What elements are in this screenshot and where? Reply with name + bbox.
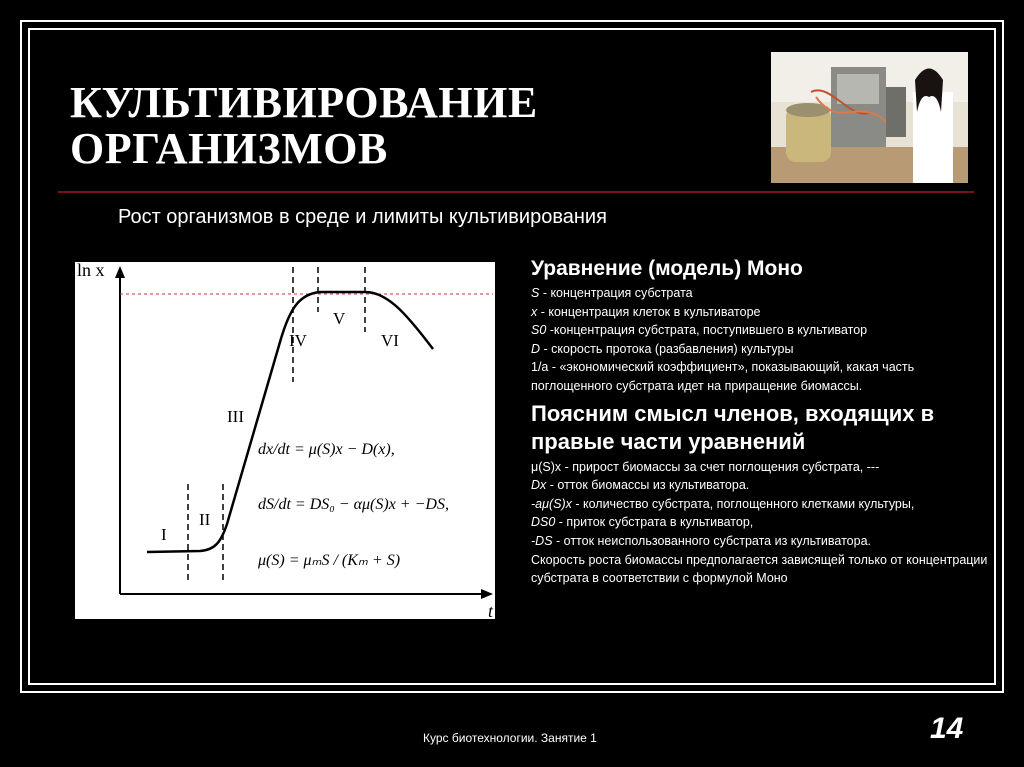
phase-label-2: II bbox=[199, 510, 211, 529]
term-line bbox=[531, 513, 991, 532]
term-line bbox=[531, 532, 991, 551]
monod-heading: Уравнение (модель) Моно bbox=[531, 257, 803, 280]
x-axis-arrow bbox=[481, 589, 493, 599]
definition-line bbox=[531, 340, 991, 359]
term-line bbox=[531, 476, 991, 495]
term-line bbox=[531, 495, 991, 514]
term-text: - отток неиспользованного субстрата из культиватора. bbox=[552, 533, 871, 548]
definition-text: - концентрация субстрата bbox=[539, 286, 693, 300]
definition-line bbox=[531, 321, 991, 340]
definition-text: -концентрация субстрата, поступившего в культиватор bbox=[546, 323, 868, 338]
slide-subtitle: Рост организмов в среде и лимиты культивирования bbox=[118, 206, 607, 228]
phase-label-1: I bbox=[161, 525, 167, 544]
definition-line bbox=[531, 303, 991, 322]
definition-text: 1/а - «экономический коэффициент», показывающий, какая часть поглощенного субстрата идет на приращение биомассы. bbox=[531, 360, 915, 393]
lab-photo bbox=[771, 52, 968, 183]
title-line-2: ОРГАНИЗМОВ bbox=[70, 124, 388, 173]
definition-symbol: S0 bbox=[531, 323, 547, 338]
terms-heading: Поясним смысл членов, входящих в правые части уравнений bbox=[531, 400, 935, 454]
term-symbol: -aμ(S)x bbox=[531, 496, 572, 511]
term-text: - отток биомассы из культиватора. bbox=[546, 478, 750, 493]
title-divider bbox=[58, 191, 974, 193]
term-symbol: -DS bbox=[531, 533, 553, 548]
definition-symbol: x bbox=[531, 304, 538, 319]
definition-line bbox=[531, 284, 991, 303]
formula-dx-dt: dx/dt = μ(S)x − D(x), bbox=[258, 441, 395, 458]
phase-label-3: III bbox=[227, 407, 244, 426]
term-symbol: DS0 bbox=[531, 515, 556, 530]
slide-title bbox=[70, 80, 750, 172]
formula-ds-dt: dS/dt = DS₀ − αμ(S)x + −DS, bbox=[258, 496, 449, 513]
growth-curve-figure bbox=[75, 262, 495, 619]
y-axis-arrow bbox=[115, 266, 125, 278]
term-text: - приток субстрата в культиватор, bbox=[555, 515, 754, 530]
definition-text: - концентрация клеток в культиваторе bbox=[537, 304, 761, 319]
definition-symbol: S bbox=[531, 286, 540, 300]
term-symbol: Dx bbox=[531, 478, 547, 493]
title-line-1: КУЛЬТИВИРОВАНИЕ bbox=[70, 78, 538, 127]
definition-text: - скорость протока (разбавления) культуры bbox=[540, 341, 794, 356]
term-text: Скорость роста биомассы предполагается зависящей только от концентрации субстрата в соответствии с формулой Моно bbox=[531, 552, 988, 586]
term-line bbox=[531, 458, 991, 477]
growth-curve-svg bbox=[75, 262, 495, 619]
monod-explanation bbox=[531, 256, 991, 588]
term-text: μ(S)x - прирост биомассы за счет поглощения субстрата, --- bbox=[531, 459, 880, 474]
lab-photo-illustration bbox=[771, 52, 968, 183]
phase-label-6: VI bbox=[381, 331, 399, 350]
y-axis-label: ln x bbox=[77, 262, 105, 280]
definition-symbol: D bbox=[531, 341, 541, 356]
formula-monod: μ(S) = μₘS / (Kₘ + S) bbox=[258, 552, 401, 569]
term-line bbox=[531, 551, 991, 588]
phase-label-4: IV bbox=[289, 331, 307, 350]
phase-label-5: V bbox=[333, 309, 346, 328]
definition-line bbox=[531, 358, 991, 395]
x-axis-label: t bbox=[488, 601, 494, 619]
term-text: - количество субстрата, поглощенного клетками культуры, bbox=[571, 496, 915, 511]
page-number: 14 bbox=[930, 712, 964, 745]
slide-footer: Курс биотехнологии. Занятие 1 bbox=[423, 731, 597, 745]
